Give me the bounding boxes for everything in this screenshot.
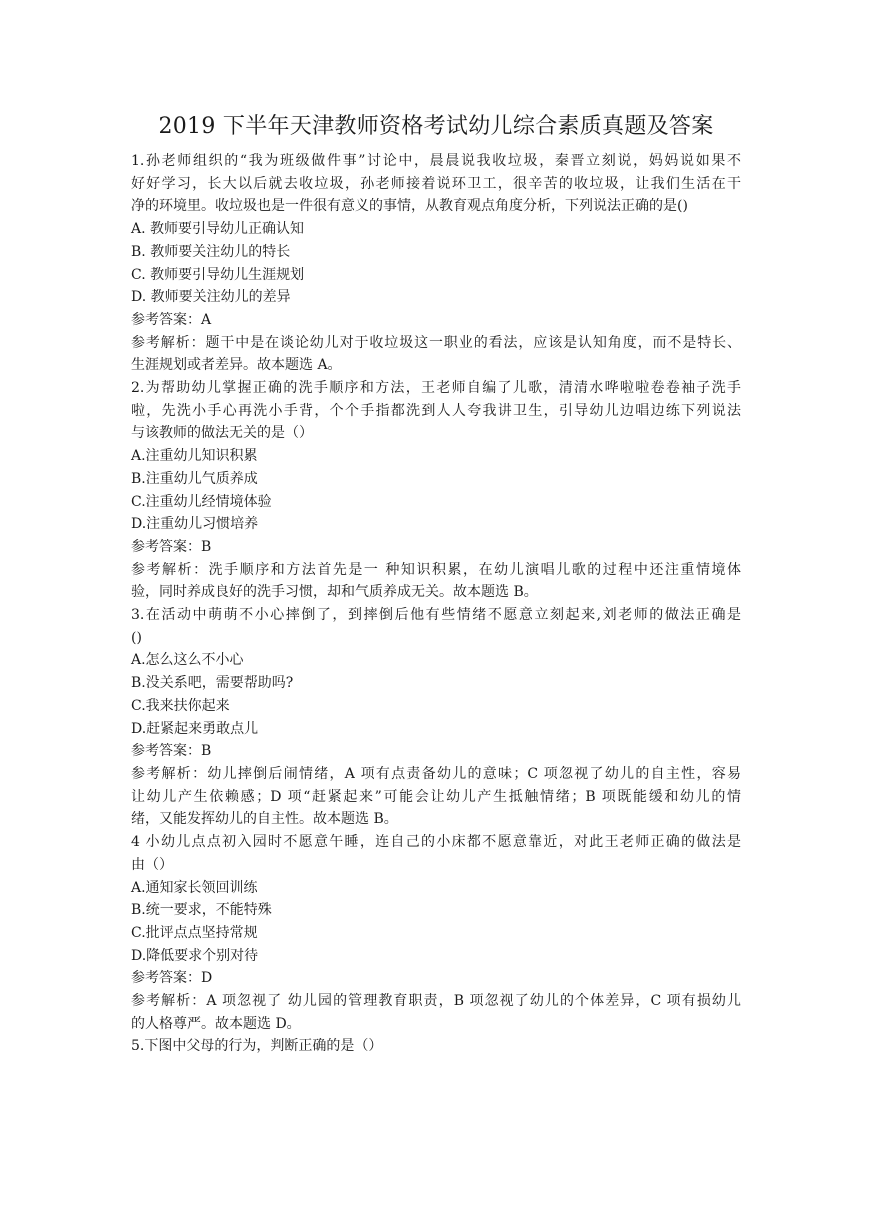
text-line: 1.孙老师组织的“我为班级做件事”讨论中，晨晨说我收垃圾，秦晋立刻说，妈妈说如果不 [131, 153, 741, 169]
text-line: 参考答案：B [131, 538, 212, 555]
text-line: 验，同时养成良好的洗手习惯，却和气质养成无关。故本题选 B。 [131, 584, 538, 601]
text-line: 绪，又能发挥幼儿的自主性。故本题选 B。 [131, 811, 398, 828]
text-line: 与该教师的做法无关的是（） [131, 425, 313, 442]
text-line: 由（） [131, 856, 173, 873]
text-line: 参考解析：幼儿摔倒后闹情绪，A 项有点责备幼儿的意味；C 项忽视了幼儿的自主性，容易 [131, 765, 741, 782]
text-line: 2.为帮助幼儿掌握正确的洗手顺序和方法，王老师自编了儿歌，清清水哗啦啦卷卷袖子洗手 [131, 380, 741, 397]
text-line: C.批评点点坚持常规 [131, 924, 258, 941]
text-line: 参考答案：A [131, 311, 212, 328]
text-line: 4 小幼儿点点初入园时不愿意午睡，连自己的小床都不愿意靠近，对此王老师正确的做法是 [131, 834, 741, 851]
document-page [131, 112, 741, 1058]
text-line: B.统一要求，不能特殊 [131, 902, 272, 919]
text-line: () [131, 629, 142, 646]
text-line: 参考解析：题干中是在谈论幼儿对于收垃圾这一职业的看法，应该是认知角度，而不是特长、 [131, 334, 741, 351]
text-line: 让幼儿产生依赖感；D 项“赶紧起来”可能会让幼儿产生抵触情绪；B 项既能缓和幼儿的情 [131, 788, 741, 805]
text-line: B.没关系吧，需要帮助吗? [131, 675, 294, 692]
text-line: C.我来扶你起来 [131, 697, 230, 714]
text-line: 净的环境里。收垃圾也是一件很有意义的事情，从教育观点角度分析，下列说法正确的是() [131, 198, 688, 215]
text-line: A. 教师要引导幼儿正确认知 [131, 221, 305, 238]
text-line: A.通知家长领回训练 [131, 879, 258, 896]
text-line: 啦，先洗小手心再洗小手背，个个手指都洗到人人夸我讲卫生，引导幼儿边唱边练下列说法 [131, 402, 741, 419]
text-line: D.降低要求个别对待 [131, 947, 259, 964]
text-line: 参考答案：B [131, 743, 212, 760]
text-line: 3.在活动中萌萌不小心摔倒了，到摔倒后他有些情绪不愿意立刻起来,刘老师的做法正确是 [131, 607, 741, 624]
text-line: C. 教师要引导幼儿生涯规划 [131, 266, 305, 283]
text-line: A.怎么这么不小心 [131, 652, 244, 669]
text-line: 参考答案：D [131, 970, 213, 987]
text-line: 参考解析：洗手顺序和方法首先是一 种知识积累，在幼儿演唱儿歌的过程中还注重情境体 [131, 561, 741, 578]
document-title: 2019 下半年天津教师资格考试幼儿综合素质真题及答案 [158, 114, 714, 139]
text-line: 的人格尊严。故本题选 D。 [131, 1015, 301, 1032]
text-line: D. 教师要关注幼儿的差异 [131, 289, 291, 306]
text-line: 好好学习，长大以后就去收垃圾，孙老师接着说环卫工，很辛苦的收垃圾，让我们生活在干 [131, 175, 741, 192]
text-line: A.注重幼儿知识积累 [131, 448, 258, 465]
document-body [131, 150, 741, 1058]
text-line: C.注重幼儿经情境体验 [131, 493, 272, 510]
text-line: D.赶紧起来勇敢点儿 [131, 720, 259, 737]
text-line: B. 教师要关注幼儿的特长 [131, 243, 291, 260]
text-line: B.注重幼儿气质养成 [131, 470, 258, 487]
text-line: 生涯规划或者差异。故本题选 A。 [131, 357, 342, 374]
text-line: D.注重幼儿习惯培养 [131, 516, 259, 533]
text-line: 参考解析：A 项忽视了 幼儿园的管理教育职责，B 项忽视了幼儿的个体差异，C 项有损幼儿 [131, 993, 741, 1010]
text-line: 5.下图中父母的行为，判断正确的是（） [131, 1038, 383, 1055]
